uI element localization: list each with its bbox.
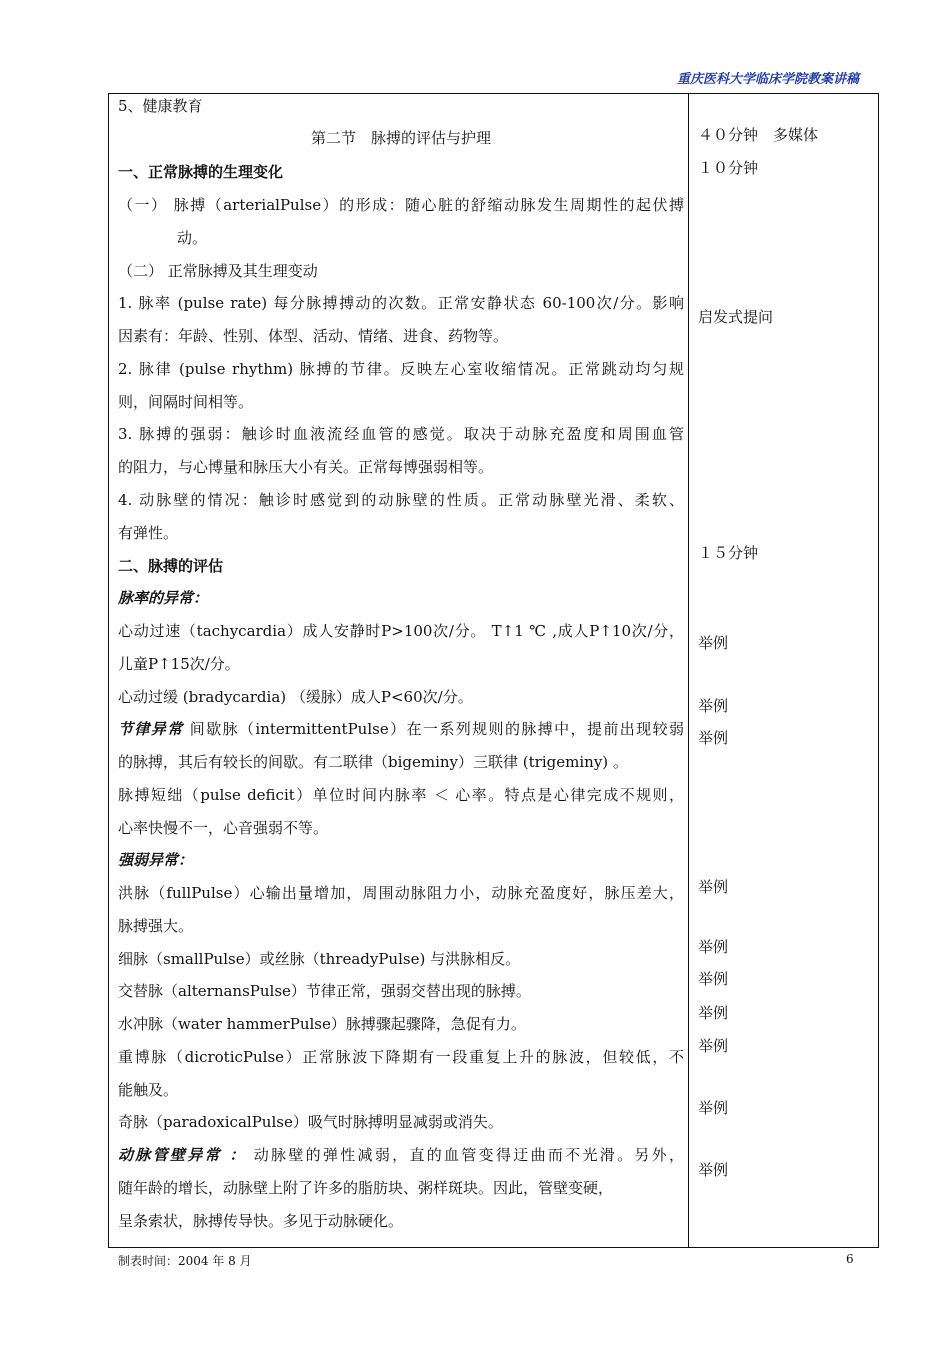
note-time: １５分钟 <box>698 544 759 562</box>
page-number: 6 <box>846 1252 854 1266</box>
text-line: 4. 动脉壁的情况：触诊时感觉到的动脉壁的性质。正常动脉壁光滑、柔软、 <box>118 491 684 509</box>
text-line: 奇脉（paradoxicalPulse）吸气时脉搏明显减弱或消失。 <box>118 1113 503 1131</box>
text-line: 重博脉（dicroticPulse）正常脉波下降期有一段重复上升的脉波，但较低，不 <box>118 1048 684 1066</box>
text-line: 随年龄的增长，动脉壁上附了许多的脂肪块、粥样斑块。因此，管壁变硬， <box>118 1179 614 1197</box>
note-time: １０分钟 <box>698 159 759 177</box>
text-line: 的脉搏，其后有较长的间歇。有二联律（bigeminy）三联律 (trigeminy) 。 <box>118 753 628 771</box>
note-method: 启发式提问 <box>698 308 774 326</box>
heading-pulse-assessment: 二、脉搏的评估 <box>118 557 224 575</box>
table-top-border <box>108 93 879 94</box>
table-right-border <box>878 93 879 1248</box>
note-example: 举例 <box>698 729 729 747</box>
text-line: 1. 脉率 (pulse rate) 每分脉搏搏动的次数。正常安静状态 60-100次/分。影响 <box>118 294 684 312</box>
text-line: （一） 脉搏（arterialPulse）的形成：随心脏的舒缩动脉发生周期性的起伏搏 <box>118 196 684 214</box>
text-line: 心动过速（tachycardia）成人安静时P>100次/分。 T↑1 ℃ ,成人P↑10次/分， <box>118 622 684 640</box>
note-time-media: ４０分钟 多媒体 <box>698 126 819 144</box>
document-header-title: 重庆医科大学临床学院教案讲稿 <box>676 72 859 87</box>
text-line: 的阻力，与心博量和脉压大小有关。正常每博强弱相等。 <box>118 458 494 476</box>
text-line: 水冲脉（water hammerPulse）脉搏骤起骤降，急促有力。 <box>118 1015 526 1033</box>
table-bottom-border <box>108 1247 879 1248</box>
note-example: 举例 <box>698 1037 729 1055</box>
text-line: 3. 脉搏的强弱：触诊时血液流经血管的感觉。取决于动脉充盈度和周围血管 <box>118 425 684 443</box>
text-line: 2. 脉律 (pulse rhythm) 脉搏的节律。反映左心室收缩情况。正常跳动均匀规 <box>118 360 684 378</box>
text-line: 洪脉（fullPulse）心输出量增加，周围动脉阻力小，动脉充盈度好，脉压差大， <box>118 884 684 902</box>
subheading-artery-wall-abnormal: 动脉管壁异常 ： <box>118 1146 247 1164</box>
text-line: 5、健康教育 <box>118 97 203 115</box>
note-example: 举例 <box>698 634 729 652</box>
text-line <box>118 718 684 739</box>
table-left-border <box>108 93 109 1248</box>
text-line: 因素有：年龄、性别、体型、活动、情绪、进食、药物等。 <box>118 327 509 345</box>
note-example: 举例 <box>698 970 729 988</box>
text-line: 脉搏强大。 <box>118 917 194 935</box>
text-line: 心率快慢不一，心音强弱不等。 <box>118 819 329 837</box>
text-line: 动。 <box>177 229 208 247</box>
subheading-rhythm-abnormal: 节律异常 <box>118 720 184 738</box>
note-example: 举例 <box>698 878 729 896</box>
text-line: 交替脉（alternansPulse）节律正常，强弱交替出现的脉搏。 <box>118 982 531 1000</box>
note-example: 举例 <box>698 1161 729 1179</box>
text-line: 脉搏短绌（pulse deficit）单位时间内脉率 ＜ 心率。特点是心律完成不规则， <box>118 786 684 804</box>
footer-date: 制表时间：2004 年 8 月 <box>118 1254 252 1268</box>
text-line: 细脉（smallPulse）或丝脉（threadyPulse) 与洪脉相反。 <box>118 950 521 968</box>
note-example: 举例 <box>698 938 729 956</box>
text-line: 有弹性。 <box>118 524 179 542</box>
text-line <box>118 1144 684 1165</box>
text-span: 动脉壁的弹性减弱，直的血管变得迂曲而不光滑。另外， <box>246 1146 684 1164</box>
heading-normal-pulse: 一、正常脉搏的生理变化 <box>118 163 284 181</box>
subheading-rate-abnormal: 脉率的异常： <box>118 589 209 607</box>
note-example: 举例 <box>698 697 729 715</box>
text-line: 呈条索状，脉搏传导快。多见于动脉硬化。 <box>118 1212 404 1230</box>
table-column-divider <box>688 93 689 1248</box>
text-line: 能触及。 <box>118 1081 179 1099</box>
section-title: 第二节 脉搏的评估与护理 <box>310 129 491 147</box>
text-line: （二） 正常脉搏及其生理变动 <box>118 262 318 280</box>
text-line: 则，间隔时间相等。 <box>118 393 254 411</box>
text-line: 儿童P↑15次/分。 <box>118 655 240 673</box>
note-example: 举例 <box>698 1004 729 1022</box>
note-example: 举例 <box>698 1099 729 1117</box>
text-line: 心动过缓 (bradycardia) （缓脉）成人P<60次/分。 <box>118 688 473 706</box>
text-span: 间歇脉（intermittentPulse）在一系列规则的脉搏中，提前出现较弱 <box>183 720 684 738</box>
subheading-strength-abnormal: 强弱异常： <box>118 851 194 869</box>
